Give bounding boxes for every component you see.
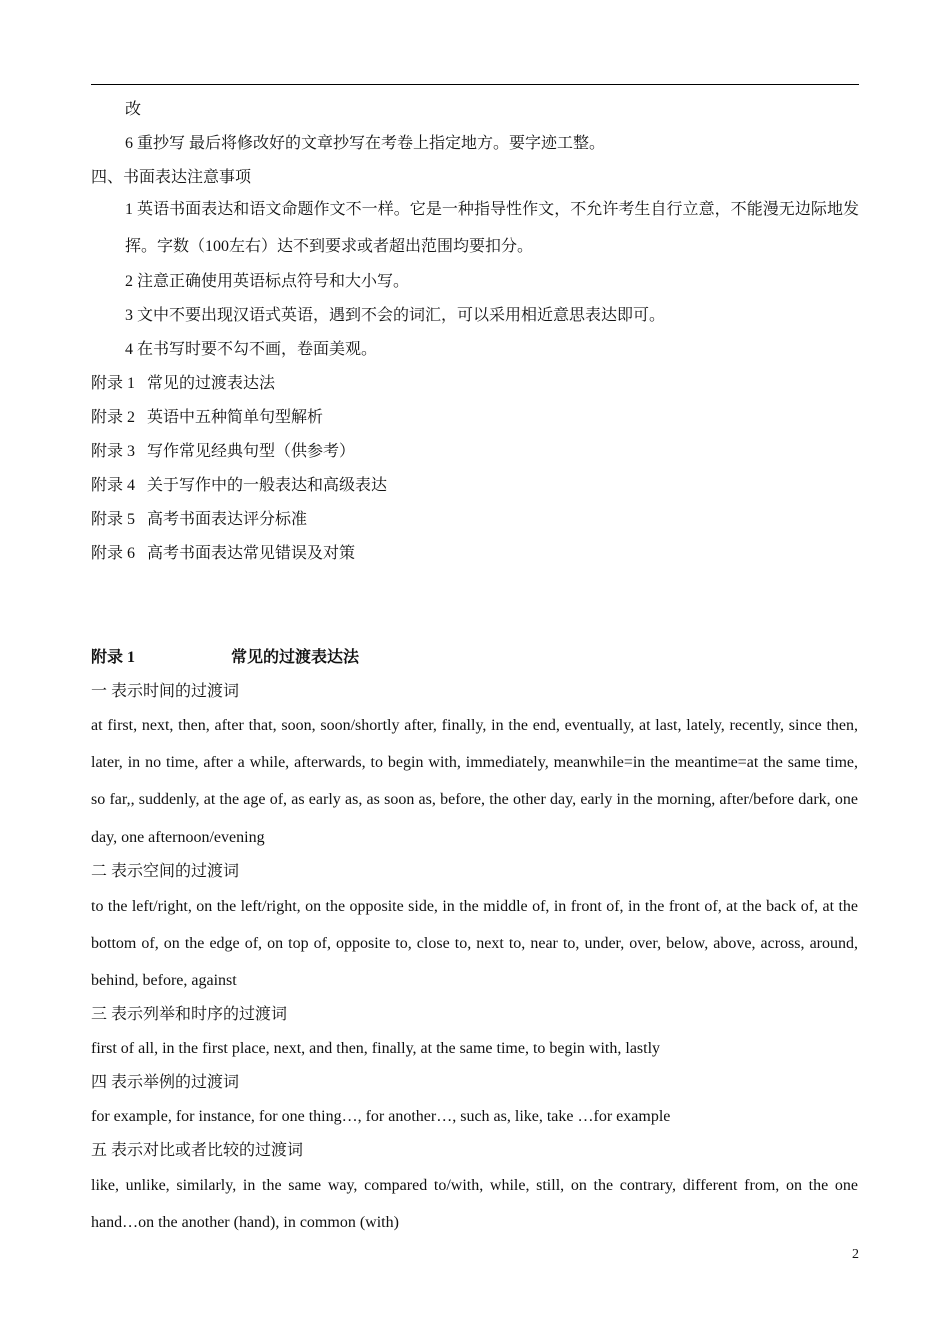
continuation-text: 改 (125, 101, 142, 118)
example-transition-text: for example, for instance, for one thing…, for another…, such as, like, take …for example (91, 1108, 671, 1125)
sequence-transition-heading: 三 表示列举和时序的过渡词 (91, 1006, 288, 1023)
section-4-item-2: 2 注意正确使用英语标点符号和大小写。 (125, 273, 410, 290)
appendix-list-item: 附录 5 高考书面表达评分标准 (91, 511, 308, 528)
appendix-list-item: 附录 6 高考书面表达常见错误及对策 (91, 545, 356, 562)
space-transition-text: to the left/right, on the left/right, on the opposite side, in the middle of, in front of, in the front of, at the back of, at the bottom of, on the edge of, on top of, opposite to, close to, next to, near to, under, over, below, above, across, around, behind, before, against (91, 898, 858, 990)
contrast-transition-heading: 五 表示对比或者比较的过渡词 (91, 1142, 304, 1159)
appendix-list-item: 附录 2 英语中五种简单句型解析 (91, 409, 324, 426)
time-transition-text: at first, next, then, after that, soon, soon/shortly after, finally, in the end, eventually, at last, lately, recently, since then, later, in no time, after a while, afterwards, to begin with, immediately, meanwhile=in the meantime=at the same time, so far,, suddenly, at the age of, as early as, as soon as, before, the other day, early in the morning, after/before dark, one day, one afternoon/evening (91, 717, 858, 846)
page-number: 2 (852, 1247, 859, 1262)
sequence-transition-text: first of all, in the first place, next, and then, finally, at the same time, to begin with, lastly (91, 1040, 661, 1057)
time-transition-heading: 一 表示时间的过渡词 (91, 683, 240, 700)
example-transition-heading: 四 表示举例的过渡词 (91, 1074, 240, 1091)
section-4-item-4: 4 在书写时要不勾不画，卷面美观。 (125, 341, 378, 358)
appendix-list-item: 附录 4 关于写作中的一般表达和高级表达 (91, 477, 388, 494)
contrast-transition-text: like, unlike, similarly, in the same way, compared to/with, while, still, on the contrary, different from, on the one hand…on the another (hand), in common (with) (91, 1177, 858, 1232)
appendix-1-heading (91, 648, 359, 668)
appendix-1-title: 常见的过渡表达法 (231, 649, 360, 666)
space-transition-heading: 二 表示空间的过渡词 (91, 863, 240, 880)
section-4-item-3: 3 文中不要出现汉语式英语，遇到不会的词汇，可以采用相近意思表达即可。 (125, 307, 666, 324)
section-4-item-1: 1 英语书面表达和语文命题作文不一样。它是一种指导性作文，不允许考生自行立意，不能漫无边际地发挥。字数（100左右）达不到要求或者超出范围均要扣分。 (125, 201, 859, 255)
section-4-heading: 四、书面表达注意事项 (91, 169, 252, 186)
header-rule (91, 84, 859, 85)
appendix-list-item: 附录 1 常见的过渡表达法 (91, 375, 276, 392)
step-6: 6 重抄写 最后将修改好的文章抄写在考卷上指定地方。要字迹工整。 (125, 135, 606, 152)
appendix-list-item: 附录 3 写作常见经典句型（供参考） (91, 443, 356, 460)
appendix-1-label: 附录 1 (91, 649, 136, 666)
